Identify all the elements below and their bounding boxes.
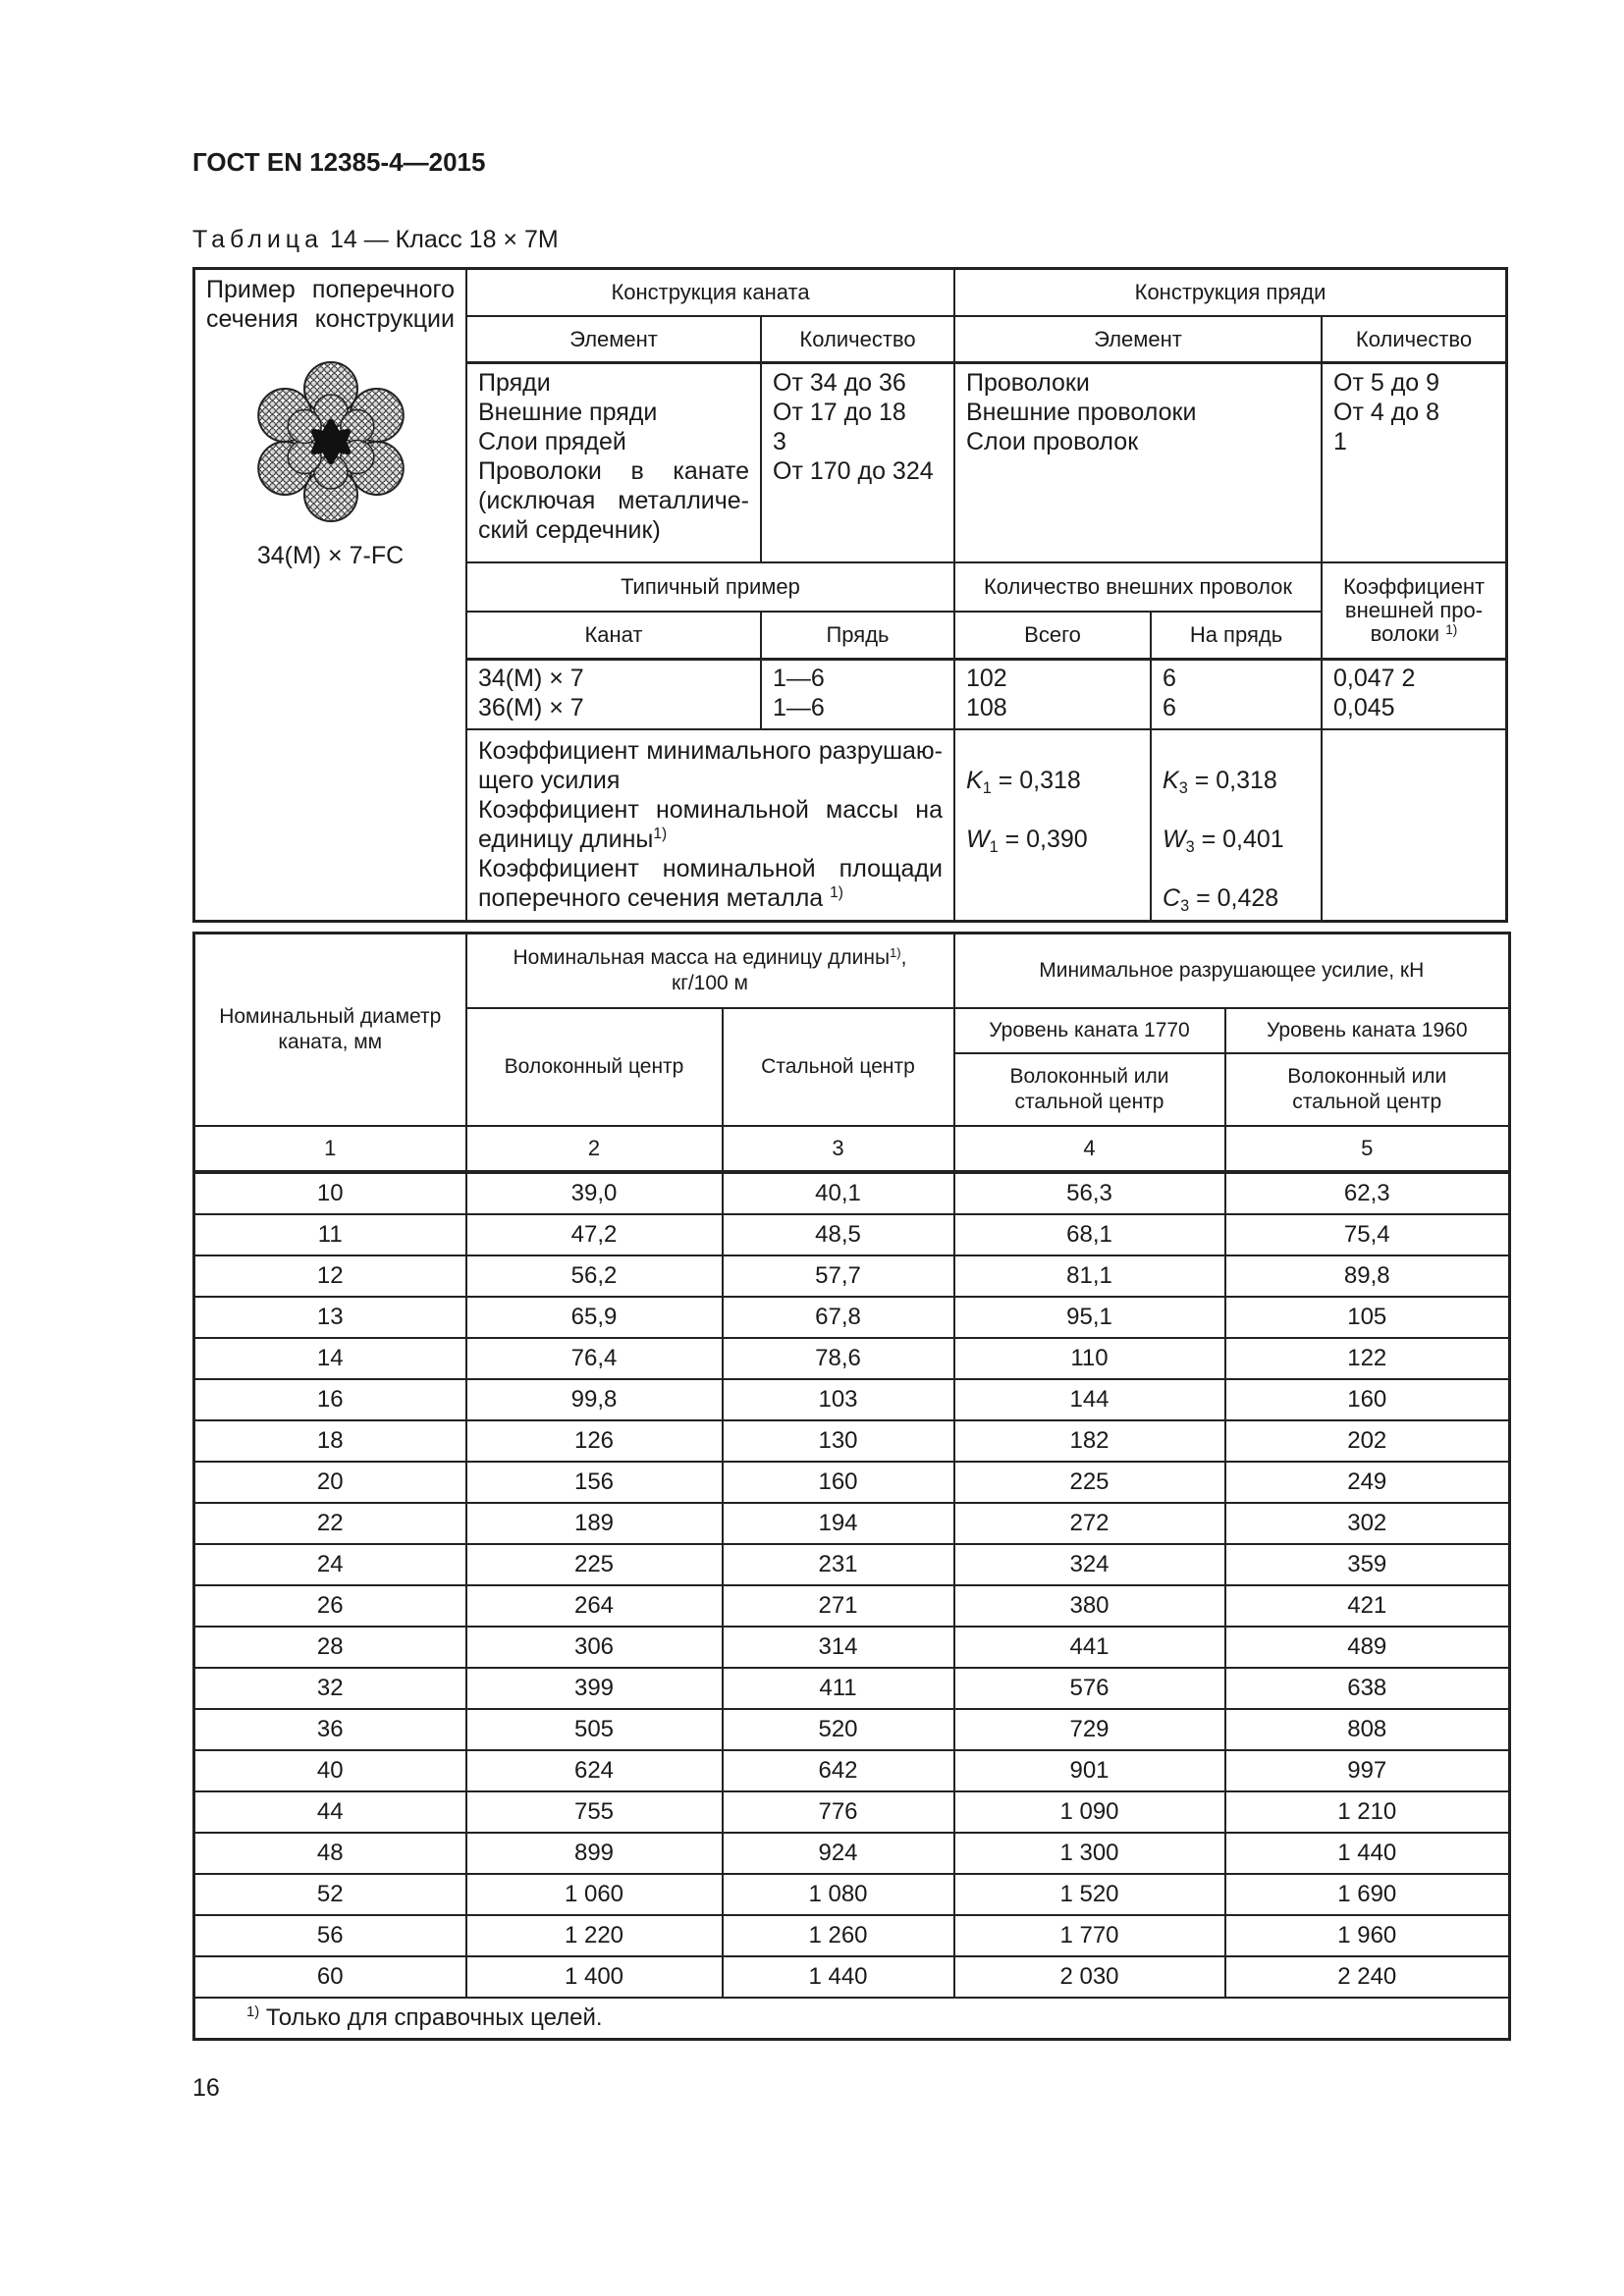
table-caption-text: 14 — Класс 18 × 7М <box>329 226 559 253</box>
col-header-diameter: Номинальный диаметр каната, мм <box>194 934 466 1126</box>
table-cell: 65,9 <box>466 1297 723 1338</box>
table-cell: 56 <box>194 1915 466 1956</box>
table-cell: 1 520 <box>954 1874 1225 1915</box>
typical-strand-values-cell <box>762 661 955 730</box>
table-cell: 380 <box>954 1585 1225 1627</box>
cross-section-example-cell <box>195 270 467 920</box>
table-cell: 189 <box>466 1503 723 1544</box>
table-row <box>194 1750 1510 1791</box>
table-caption <box>192 226 559 254</box>
col-header-grade-1770: Уровень каната 1770 <box>954 1008 1225 1053</box>
table-cell: 2 240 <box>1225 1956 1510 1998</box>
table-cell: 314 <box>723 1627 954 1668</box>
table-cell: 755 <box>466 1791 723 1833</box>
table-cell: 1 440 <box>723 1956 954 1998</box>
strand-element-item: Слои проволок <box>966 428 1139 455</box>
strand-construction-header: Конструкция пряди <box>955 270 1505 317</box>
table-caption-label: Таблица <box>192 226 324 253</box>
factor-k3: $K_3 = 0,318$ <box>1163 767 1277 797</box>
table-cell: 505 <box>466 1709 723 1750</box>
typical-strand-col-header: Прядь <box>762 613 955 661</box>
typical-rope-col-header: Канат <box>467 613 762 661</box>
rope-element-item: Проволоки в канате <box>478 457 749 485</box>
table-cell: 225 <box>954 1462 1225 1503</box>
table-cell: 576 <box>954 1668 1225 1709</box>
table-cell: 324 <box>954 1544 1225 1585</box>
table-row <box>194 1833 1510 1874</box>
table-cell: 302 <box>1225 1503 1510 1544</box>
typical-strand-value: 1—6 <box>773 694 825 721</box>
outer-wires-per-strand-col-header: На прядь <box>1152 613 1323 661</box>
table-cell: 10 <box>194 1172 466 1214</box>
table-cell: 156 <box>466 1462 723 1503</box>
table-cell: 1 220 <box>466 1915 723 1956</box>
factor-description-line: щего усилия <box>478 767 621 794</box>
table-cell: 1 260 <box>723 1915 954 1956</box>
table-cell: 1 300 <box>954 1833 1225 1874</box>
col-header-mass-group: Номинальная масса на единицу длины$^{1)}$, кг/100 м <box>466 934 954 1008</box>
table-cell: 1 770 <box>954 1915 1225 1956</box>
table-cell: 729 <box>954 1709 1225 1750</box>
table-cell: 28 <box>194 1627 466 1668</box>
table-cell: 194 <box>723 1503 954 1544</box>
table-cell: 776 <box>723 1791 954 1833</box>
factor-description-line: Коэффициент номинальной массы на <box>478 796 943 824</box>
table-row <box>194 1214 1510 1255</box>
table-row <box>194 1544 1510 1585</box>
table-cell: 22 <box>194 1503 466 1544</box>
typical-rope-value: 34(M) × 7 <box>478 665 584 692</box>
table-cell: 144 <box>954 1379 1225 1420</box>
rope-elements-cell <box>467 364 762 563</box>
footnote-mark: 1) <box>890 944 901 960</box>
table-cell: 264 <box>466 1585 723 1627</box>
table-cell: 40 <box>194 1750 466 1791</box>
table-cell: 40,1 <box>723 1172 954 1214</box>
factor-description-line: поперечного сечения металла $^{1)}$ <box>478 884 843 912</box>
table-cell: 231 <box>723 1544 954 1585</box>
table-cell: 89,8 <box>1225 1255 1510 1297</box>
table-cell: 48 <box>194 1833 466 1874</box>
footnote-text: Только для справочных целей. <box>265 2003 603 2031</box>
col-header-steel-core: Стальной центр <box>723 1008 954 1126</box>
table-cell: 272 <box>954 1503 1225 1544</box>
strand-element-item: Внешние проволоки <box>966 399 1197 426</box>
table-cell: 13 <box>194 1297 466 1338</box>
footnote <box>194 1998 1510 2040</box>
table-cell: 1 080 <box>723 1874 954 1915</box>
rope-quantity-col-header: Количество <box>762 317 955 364</box>
rope-element-item: Слои прядей <box>478 428 626 455</box>
table-row <box>194 1585 1510 1627</box>
column-number: 2 <box>466 1126 723 1172</box>
table-cell: 808 <box>1225 1709 1510 1750</box>
table-cell: 160 <box>1225 1379 1510 1420</box>
table-cell: 62,3 <box>1225 1172 1510 1214</box>
table-cell: 48,5 <box>723 1214 954 1255</box>
outer-wires-total-values-cell <box>955 661 1152 730</box>
table-row <box>194 1338 1510 1379</box>
table-row <box>194 1874 1510 1915</box>
table-cell: 901 <box>954 1750 1225 1791</box>
column-number: 1 <box>194 1126 466 1172</box>
table-cell: 76,4 <box>466 1338 723 1379</box>
table-row <box>194 1462 1510 1503</box>
table-cell: 1 060 <box>466 1874 723 1915</box>
construction-table <box>192 267 1508 923</box>
cross-section-example-label: Пример поперечного сечения конструкции <box>206 276 455 333</box>
footnote-mark: 1) <box>246 2004 260 2021</box>
rope-quantities-cell <box>762 364 955 563</box>
strand-element-col-header: Элемент <box>955 317 1323 364</box>
strand-element-item: Проволоки <box>966 369 1090 397</box>
outer-wire-factor-header <box>1323 563 1505 661</box>
table-cell: 306 <box>466 1627 723 1668</box>
table-cell: 103 <box>723 1379 954 1420</box>
table-cell: 899 <box>466 1833 723 1874</box>
outer-wires-total-value: 102 <box>966 665 1007 692</box>
table-cell: 182 <box>954 1420 1225 1462</box>
strand-quantity-col-header: Количество <box>1323 317 1505 364</box>
breaking-force-table <box>192 932 1511 2041</box>
table-row <box>194 1956 1510 1998</box>
table-row <box>194 1627 1510 1668</box>
table-cell: 20 <box>194 1462 466 1503</box>
outer-wire-factor-title-3: волоки $^{1)}$ <box>1370 621 1458 646</box>
table-row <box>194 1172 1510 1214</box>
table-cell: 421 <box>1225 1585 1510 1627</box>
table-row <box>194 1379 1510 1420</box>
table-cell: 39,0 <box>466 1172 723 1214</box>
table-row <box>194 1915 1510 1956</box>
table-cell: 271 <box>723 1585 954 1627</box>
strand-quantities-cell <box>1323 364 1505 563</box>
strand-quantity-item: От 5 до 9 <box>1333 369 1440 397</box>
table-row <box>194 1668 1510 1709</box>
strand-elements-cell <box>955 364 1323 563</box>
footnote-mark: 1) <box>1445 621 1458 637</box>
table-row <box>194 1420 1510 1462</box>
footnote-row <box>194 1998 1510 2040</box>
outer-wires-total-value: 108 <box>966 694 1007 721</box>
table-cell: 68,1 <box>954 1214 1225 1255</box>
typical-strand-value: 1—6 <box>773 665 825 692</box>
table-cell: 110 <box>954 1338 1225 1379</box>
table-cell: 2 030 <box>954 1956 1225 1998</box>
table-cell: 126 <box>466 1420 723 1462</box>
column-number: 4 <box>954 1126 1225 1172</box>
table-cell: 638 <box>1225 1668 1510 1709</box>
outer-wires-per-strand-value: 6 <box>1163 694 1176 721</box>
strand-factors-cell <box>955 730 1152 920</box>
table-cell: 47,2 <box>466 1214 723 1255</box>
rope-element-col-header: Элемент <box>467 317 762 364</box>
col-header-force-group: Минимальное разрушающее усилие, кН <box>954 934 1510 1008</box>
factor-k1: $K_1 = 0,318$ <box>966 767 1081 797</box>
outer-wires-total-col-header: Всего <box>955 613 1152 661</box>
outer-wire-factor-value: 0,047 2 <box>1333 665 1416 692</box>
rope-element-item: ский сердечник) <box>478 516 661 544</box>
document-header: ГОСТ EN 12385-4—2015 <box>192 147 486 177</box>
factor-description-line: Коэффициент номинальной площади <box>478 855 943 882</box>
table-cell: 12 <box>194 1255 466 1297</box>
col-header-fiber-or-steel-1770: Волоконный или стальной центр <box>954 1053 1225 1126</box>
typical-rope-values-cell <box>467 661 762 730</box>
table-cell: 11 <box>194 1214 466 1255</box>
col-header-grade-1960: Уровень каната 1960 <box>1225 1008 1510 1053</box>
table-cell: 1 440 <box>1225 1833 1510 1874</box>
outer-wires-per-strand-value: 6 <box>1163 665 1176 692</box>
factor-description-line: Коэффициент минимального разрушаю- <box>478 737 943 765</box>
factor-w1: $W_1 = 0,390$ <box>966 826 1088 856</box>
table-cell: 67,8 <box>723 1297 954 1338</box>
table-cell: 130 <box>723 1420 954 1462</box>
factors-description-cell <box>467 730 955 920</box>
table-row <box>194 1503 1510 1544</box>
table-cell: 14 <box>194 1338 466 1379</box>
table-cell: 18 <box>194 1420 466 1462</box>
rope-construction-header: Конструкция каната <box>467 270 955 317</box>
table-cell: 95,1 <box>954 1297 1225 1338</box>
table-cell: 81,1 <box>954 1255 1225 1297</box>
table-cell: 399 <box>466 1668 723 1709</box>
table-row <box>194 1791 1510 1833</box>
column-number: 3 <box>723 1126 954 1172</box>
table-cell: 624 <box>466 1750 723 1791</box>
factor-w3: $W_3 = 0,401$ <box>1163 826 1284 856</box>
outer-wire-factor-title-1: Коэффициент <box>1342 574 1486 599</box>
table-cell: 24 <box>194 1544 466 1585</box>
table-cell: 57,7 <box>723 1255 954 1297</box>
outer-wires-header: Количество внешних проволок <box>955 563 1323 613</box>
col-header-fiber-or-steel-1960: Волоконный или стальной центр <box>1225 1053 1510 1126</box>
outer-wires-per-strand-values-cell <box>1152 661 1323 730</box>
table-cell: 56,3 <box>954 1172 1225 1214</box>
table-cell: 32 <box>194 1668 466 1709</box>
table-cell: 924 <box>723 1833 954 1874</box>
rope-element-item: Пряди <box>478 369 551 397</box>
table-cell: 1 690 <box>1225 1874 1510 1915</box>
footnote-mark: 1) <box>830 884 843 902</box>
rope-quantity-item: 3 <box>773 428 786 455</box>
table-cell: 105 <box>1225 1297 1510 1338</box>
table-cell: 1 210 <box>1225 1791 1510 1833</box>
table-cell: 249 <box>1225 1462 1510 1503</box>
table-cell: 99,8 <box>466 1379 723 1420</box>
table-cell: 160 <box>723 1462 954 1503</box>
table-row <box>194 1297 1510 1338</box>
table-cell: 122 <box>1225 1338 1510 1379</box>
table-cell: 56,2 <box>466 1255 723 1297</box>
strand-quantity-item: 1 <box>1333 428 1347 455</box>
table-cell: 60 <box>194 1956 466 1998</box>
outer-wire-factor-title-2: внешней про- <box>1344 598 1484 622</box>
typical-example-header: Типичный пример <box>467 563 955 613</box>
page-number: 16 <box>192 2074 220 2102</box>
strand-quantity-item: От 4 до 8 <box>1333 399 1440 426</box>
factor-c3: $C_3 = 0,428$ <box>1163 884 1279 915</box>
table-cell: 520 <box>723 1709 954 1750</box>
table-cell: 225 <box>466 1544 723 1585</box>
table-row <box>194 1255 1510 1297</box>
table-row <box>194 1709 1510 1750</box>
table-cell: 44 <box>194 1791 466 1833</box>
table-cell: 78,6 <box>723 1338 954 1379</box>
cross-section-caption: 34(M) × 7-FC <box>256 542 405 569</box>
table-cell: 359 <box>1225 1544 1510 1585</box>
table-cell: 36 <box>194 1709 466 1750</box>
rope-element-item: Внешние пряди <box>478 399 658 426</box>
factor-description-line: единицу длины$^{1)}$ <box>478 826 668 853</box>
table-cell: 16 <box>194 1379 466 1420</box>
empty-factor-cell <box>1323 730 1505 920</box>
table-cell: 52 <box>194 1874 466 1915</box>
typical-rope-value: 36(M) × 7 <box>478 694 584 721</box>
rope-element-item: (исключая металличе- <box>478 487 749 514</box>
column-number: 5 <box>1225 1126 1510 1172</box>
table-cell: 642 <box>723 1750 954 1791</box>
table-cell: 1 400 <box>466 1956 723 1998</box>
outer-wire-factor-value: 0,045 <box>1333 694 1395 721</box>
table-cell: 411 <box>723 1668 954 1709</box>
footnote-mark: 1) <box>653 826 668 843</box>
table-cell: 1 960 <box>1225 1915 1510 1956</box>
table-cell: 441 <box>954 1627 1225 1668</box>
table-cell: 1 090 <box>954 1791 1225 1833</box>
outer-wire-factor-values-cell <box>1323 661 1505 730</box>
table-cell: 202 <box>1225 1420 1510 1462</box>
rope-cross-section-image <box>252 360 409 523</box>
rope-quantity-item: От 170 до 324 <box>773 457 934 485</box>
col-header-fiber-core: Волоконный центр <box>466 1008 723 1126</box>
rope-quantity-item: От 34 до 36 <box>773 369 906 397</box>
table-cell: 489 <box>1225 1627 1510 1668</box>
column-number-row <box>194 1126 1510 1172</box>
rope-factors-cell <box>1152 730 1323 920</box>
table-cell: 26 <box>194 1585 466 1627</box>
table-cell: 997 <box>1225 1750 1510 1791</box>
rope-quantity-item: От 17 до 18 <box>773 399 906 426</box>
table-cell: 75,4 <box>1225 1214 1510 1255</box>
